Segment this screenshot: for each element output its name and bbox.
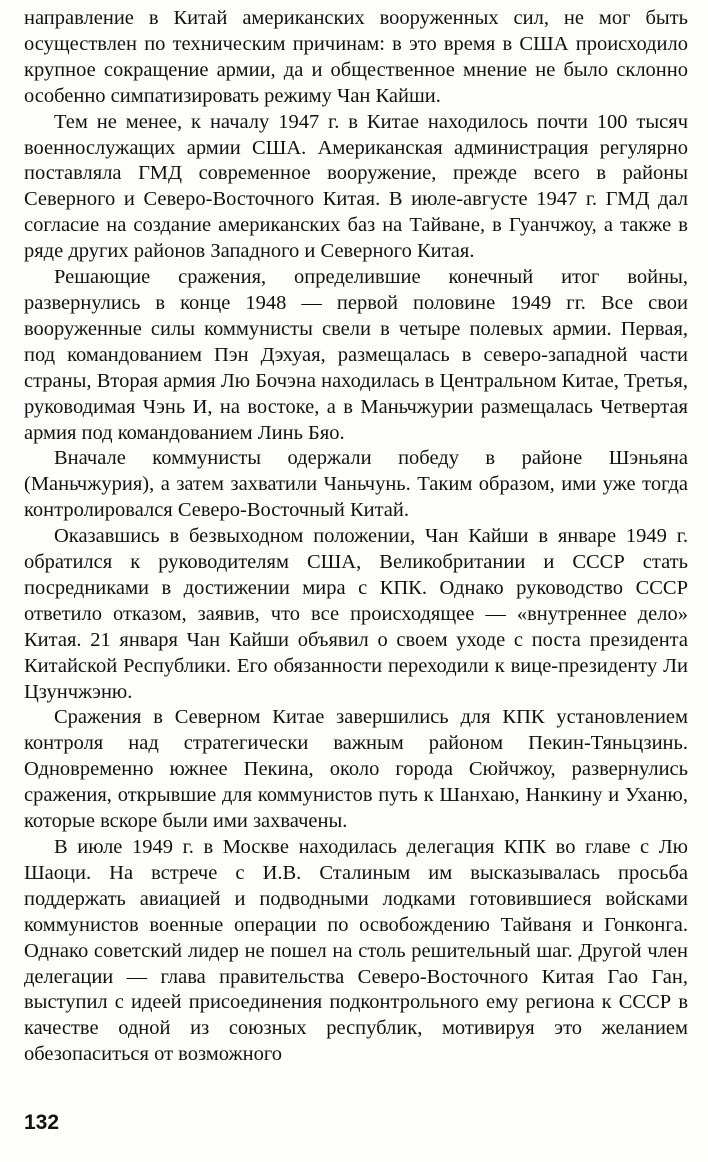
paragraph-continuation: направление в Китай американских вооруженных сил, не мог быть осуществлен по техническим причинам: в это время в США происходило крупное сокращение армии, да и общественное мнение не было склонно особенно симпатизировать режиму Чан Кайши. [24, 7, 688, 107]
paragraph-moscow-delegation: В июле 1949 г. в Москве находилась делегация КПК во главе с Лю Шаоци. На встрече с И.В. Сталиным им высказывалась просьба поддержать авиацией и подводными лодками готовившиеся войсками коммунистов военные операции по освобождению Тайваня и Гонконга. Однако советский лидер не пошел на столь решительный шаг. Другой член делегации — глава правительства Северо-Восточного Китая Гао Ган, выступил с идеей присоединения подконтрольного ему региона к СССР в качестве одной из союзных республик, мотивируя это желанием обезопаситься от возможного [24, 836, 688, 1066]
page-number: 132 [24, 1111, 60, 1134]
paragraph-decisive-battles: Решающие сражения, определившие конечный итог войны, развернулись в конце 1948 — первой половине 1949 гг. Все свои вооруженные силы коммунисты свели в четыре полевых армии. Первая, под командованием Пэн Дэхуая, размещалась в северо-западной части страны, Вторая армия Лю Бочэна находилась в Центральном Китае, Третья, руководимая Чэнь И, на востоке, а в Маньчжурии размещалась Четвертая армия под командованием Линь Бяо. [24, 266, 688, 444]
body-text [24, 6, 688, 1068]
paragraph-shenyang: Вначале коммунисты одержали победу в районе Шэньяна (Маньчжурия), а затем захватили Чаньчунь. Таким образом, ими уже тогда контролировался Северо-Восточный Китай. [24, 447, 688, 522]
paragraph-north-china: Сражения в Северном Китае завершились для КПК установлением контроля над стратегически важным районом Пекин-Тяньцзинь. Одновременно южнее Пекина, около города Сюйчжоу, развернулись сражения, открывшие для коммунистов путь к Шанхаю, Нанкину и Уханю, которые вскоре были ими захвачены. [24, 706, 688, 833]
paragraph-us-troops: Тем не менее, к началу 1947 г. в Китае находилось почти 100 тысяч военнослужащих армии США. Американская администрация регулярно поставляла ГМД современное вооружение, прежде всего в районы Северного и Северо-Восточного Китая. В июле-августе 1947 г. ГМД дал согласие на создание американских баз на Тайване, в Гуанчжоу, а также в ряде других районов Западного и Северного Китая. [24, 110, 688, 263]
paragraph-chiang-resignation: Оказавшись в безвыходном положении, Чан Кайши в январе 1949 г. обратился к руководителям США, Великобритании и СССР стать посредниками в достижении мира с КПК. Однако руководство СССР ответило отказом, заявив, что все происходящее — «внутреннее дело» Китая. 21 января Чан Кайши объявил о своем уходе с поста президента Китайской Республики. Его обязанности переходили к вице-президенту Ли Цзунчжэню. [24, 525, 688, 703]
